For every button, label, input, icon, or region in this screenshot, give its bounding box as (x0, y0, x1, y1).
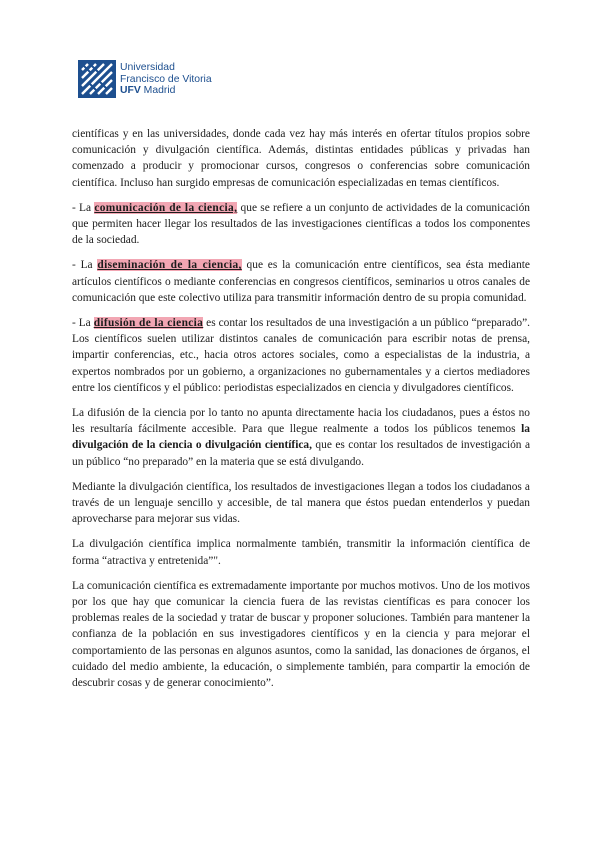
paragraph-importancia: La comunicación científica es extremadamente importante por muchos motivos. Uno de los motivos por los que hay que comunicar la ciencia fuera de las revistas científicas es para conocer los problemas reales de la sociedad y tratar de buscar y proponer soluciones. También para mantener la confianza de la población en sus investigadores científicos y en la ciencia y para mejorar el comportamiento de las personas en algunos asuntos, como la sanidad, las donaciones de órganos, el cuidado del medio ambiente, la educación, o simplemente también, para compartir la emoción de descubrir cosas y de generar conocimiento”. (72, 579, 530, 690)
paragraph-mediante: Mediante la divulgación científica, los resultados de investigaciones llegan a todos los ciudadanos a través de un lenguaje sencillo y accesible, de tal manera que éstos puedan entenderlos y puedan aprovecharse para mejorar sus vidas. (72, 480, 530, 526)
paragraph-text: es contar los resultados de una investigación a un público “preparado”. Los científicos suelen utilizar distintos canales de comunicación para escribir notas de prensa, impartir conferencias, etc., hacia otros actores sociales, como a especialistas de la industria, a expertos nombrados por un gobierno, a organizaciones no gubernamentales y a ciertos mediadores entre los científicos y el público: periodistas especializados en ciencia y divulgadores científicos. (72, 317, 530, 394)
paragraph-intro: científicas y en las universidades, donde cada vez hay más interés en ofertar títulos propios sobre comunicación y divulgación científica. Además, distintas entidades públicas y privadas han comenzado a producir y promocionar cursos, congresos o conferencias sobre comunicación científica. Incluso han surgido empresas de comunicación especializadas en temas científicos. (72, 128, 530, 189)
paragraph-text: La difusión de la ciencia por lo tanto no apunta directamente hacia los ciudadanos, pues a éstos no les resultaría fácilmente accesible. Para que llegue realmente a todos los públicos tenemos (72, 407, 530, 436)
university-logo (78, 60, 238, 102)
paragraph-text: que se refiere a un conjunto de actividades de la comunicación que permiten hacer llegar los resultados de las investigaciones científicas a todos los componentes de la sociedad. (72, 201, 530, 247)
logo-line-1: Universidad (120, 62, 175, 73)
document-body (72, 126, 530, 700)
paragraph-difusion (72, 315, 530, 396)
paragraph-divulgacion-def (72, 405, 530, 470)
logo-line-3 (120, 85, 212, 97)
logo-madrid: Madrid (140, 85, 176, 97)
bold-divulgacion: la divulgación de la ciencia o divulgación científica, (72, 423, 530, 452)
paragraph-prefix: - La (72, 317, 94, 330)
paragraph-text: que es la comunicación entre científicos, sea ésta mediante artículos científicos o mediante conferencias en congresos científicos, seminarios u otros canales de comunicación que este colectivo utiliza para transmitir información dentro de su propia comunidad. (72, 259, 530, 304)
logo-ufv: UFV (120, 85, 141, 97)
highlight-comunicacion: comunicación de la ciencia, (94, 201, 238, 214)
paragraph-prefix: - La (72, 259, 98, 272)
paragraph-text: que es contar los resultados de investigación a un público “no preparado” en la materia que se está divulgando. (72, 439, 531, 468)
highlight-diseminacion: diseminación de la ciencia, (97, 259, 242, 272)
logo-wordmark (120, 62, 212, 97)
ufv-logo-icon (78, 60, 116, 98)
logo-line-2: Francisco de Vitoria (120, 73, 212, 85)
paragraph-implica: La divulgación científica implica normalmente también, transmitir la información científica de forma “atractiva y entretenida”". (72, 538, 530, 567)
paragraph-prefix: - La (72, 201, 95, 214)
paragraph-comunicacion (72, 200, 530, 249)
paragraph-diseminacion (72, 257, 530, 306)
highlight-difusion: difusión de la ciencia (93, 317, 204, 330)
